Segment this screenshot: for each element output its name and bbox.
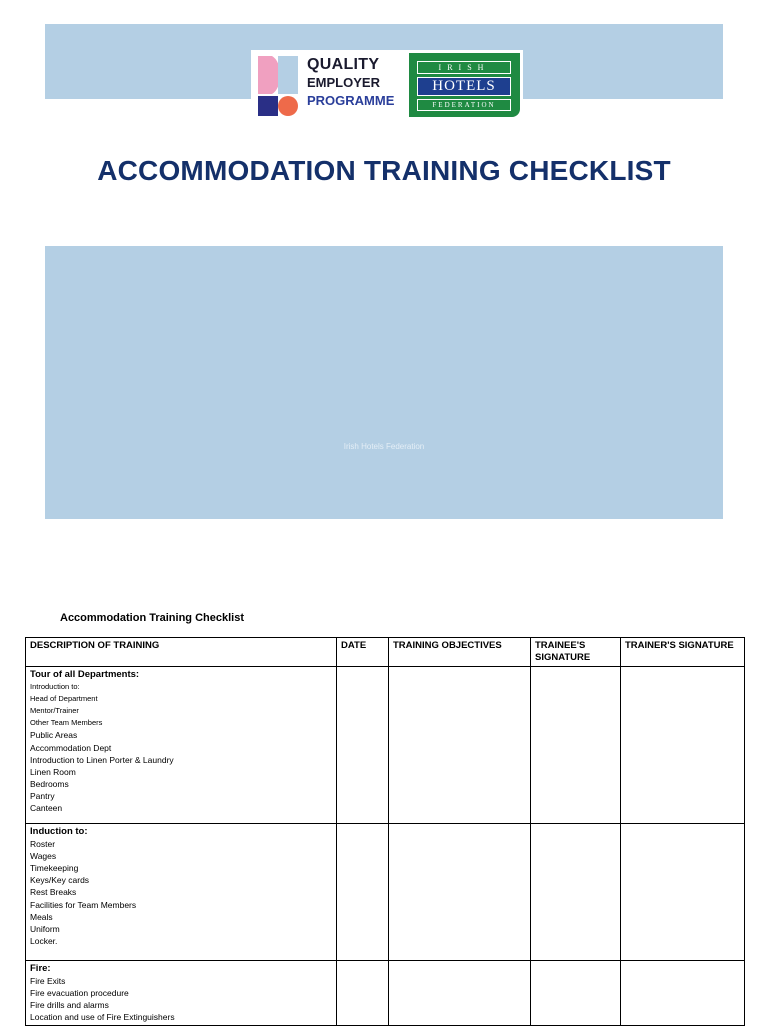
panel-caption: Irish Hotels Federation [343,442,425,451]
description-cell [26,824,337,961]
date-cell[interactable] [337,824,389,961]
list-item: Linen Room [30,766,76,777]
list-item: Bedrooms [30,778,69,789]
cover-panel [45,246,723,519]
section-heading: Fire: [30,963,51,974]
list-item: Wages [30,851,57,862]
list-item: Meals [30,911,53,922]
list-item: Fire evacuation procedure [30,988,129,999]
table-title: Accommodation Training Checklist [60,612,244,624]
section-heading: Tour of all Departments: [30,669,140,680]
quality-employer-logo [251,50,523,120]
list-item: Fire drills and alarms [30,1000,109,1011]
ihf-line-3: FEDERATION [417,99,511,111]
objectives-cell[interactable] [389,824,531,961]
training-checklist-table [25,637,745,1026]
list-item: Roster [30,839,56,850]
header-description: DESCRIPTION OF TRAINING [26,638,337,667]
qep-line-1: QUALITY [307,56,380,73]
list-item: Mentor/Trainer [30,706,79,716]
description-cell [26,667,337,824]
header-trainee-signature: TRAINEE'S SIGNATURE [531,638,621,667]
table-header-row [26,638,745,667]
trainee-signature-cell[interactable] [531,961,621,1026]
list-item: Rest Breaks [30,887,77,898]
qep-line-3: PROGRAMME [307,93,395,108]
trainer-signature-cell[interactable] [621,667,745,824]
qep-wordmark [307,56,409,110]
qep-line-2: EMPLOYER [307,75,380,90]
list-item: Location and use of Fire Extinguishers [30,1012,175,1023]
date-cell[interactable] [337,961,389,1026]
list-item: Pantry [30,790,55,801]
objectives-cell[interactable] [389,961,531,1026]
header-trainer-signature: TRAINER'S SIGNATURE [621,638,745,667]
trainer-signature-cell[interactable] [621,824,745,961]
list-item: Accommodation Dept [30,742,112,753]
list-item: Other Team Members [30,718,103,728]
trainer-signature-cell[interactable] [621,961,745,1026]
list-item: Uniform [30,923,60,934]
trainee-signature-cell[interactable] [531,824,621,961]
list-item: Fire Exits [30,976,66,987]
list-item: Canteen [30,803,63,814]
date-cell[interactable] [337,667,389,824]
list-item: Public Areas [30,730,78,741]
objectives-cell[interactable] [389,667,531,824]
section-heading: Induction to: [30,826,88,837]
table-row [26,824,745,961]
list-item: Head of Department [30,694,98,704]
page-title: ACCOMMODATION TRAINING CHECKLIST [97,155,671,186]
table-row [26,961,745,1026]
list-item: Keys/Key cards [30,875,90,886]
header-objectives: TRAINING OBJECTIVES [389,638,531,667]
ihf-badge [409,53,520,117]
list-item: Facilities for Team Members [30,899,137,910]
list-item: Timekeeping [30,863,79,874]
ihf-line-1: IRISH [417,61,511,74]
table-row [26,667,745,824]
list-item: Locker. [30,935,58,946]
list-item: Introduction to Linen Porter & Laundry [30,754,174,765]
header-date: DATE [337,638,389,667]
description-cell [26,961,337,1026]
ihf-line-2: HOTELS [417,77,511,96]
logo-shapes-icon [256,54,302,117]
trainee-signature-cell[interactable] [531,667,621,824]
list-item: Introduction to: [30,682,80,692]
